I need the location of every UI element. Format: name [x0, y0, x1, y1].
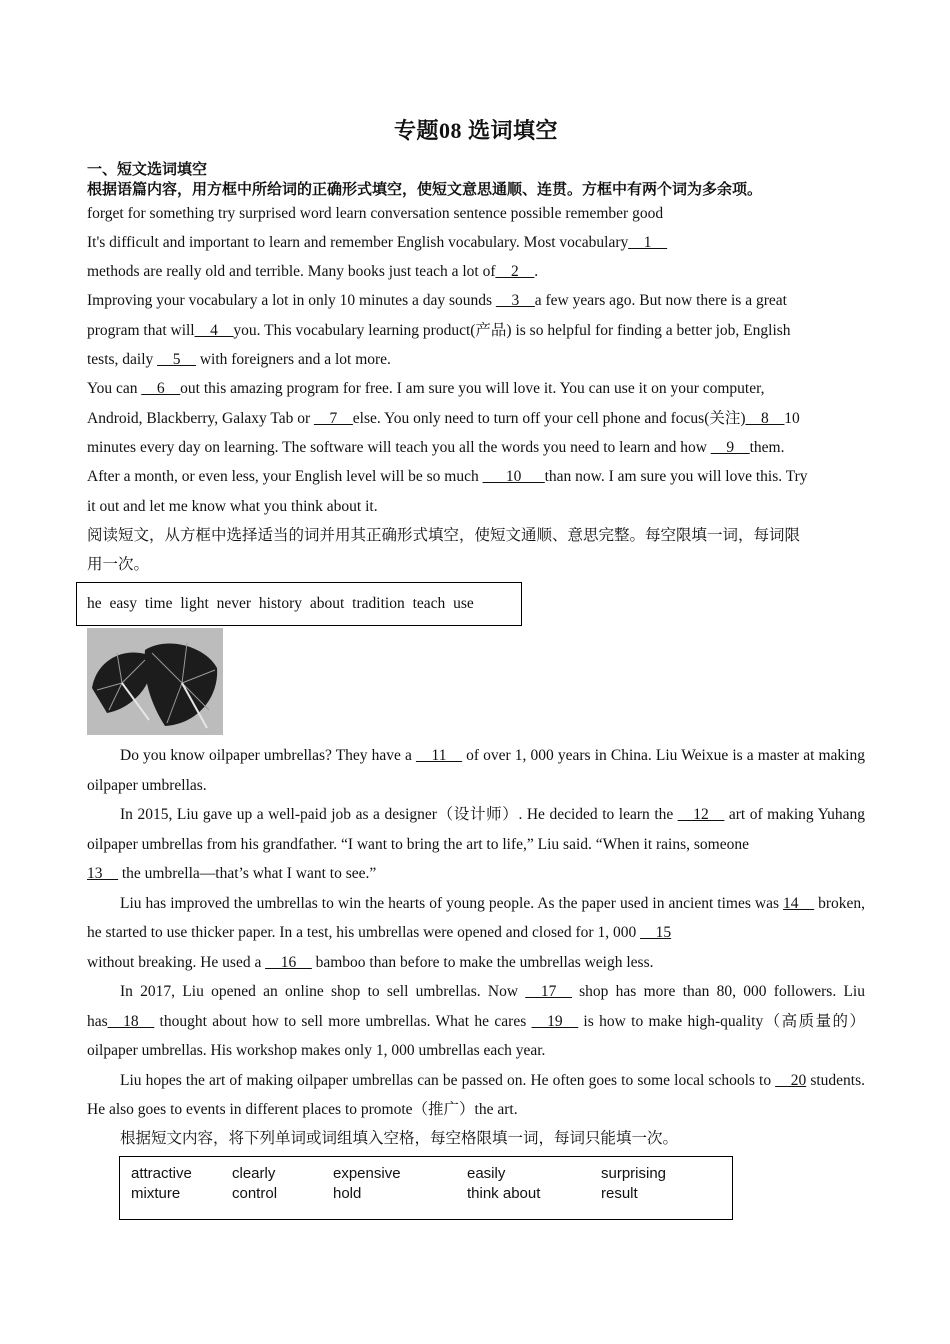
word-option: expensive [333, 1165, 401, 1182]
blank-14[interactable]: 14__ [783, 894, 815, 912]
blank-6[interactable]: __6__ [141, 380, 181, 397]
word-bank-box: he easy time light never history about tradition teach use [76, 582, 522, 626]
word-option: mixture [131, 1185, 181, 1202]
word-option: hold [333, 1185, 362, 1202]
passage1-line: program that will__4__you. This vocabulary learning product(产品) is so helpful for finding a better job, English [87, 322, 791, 339]
word-option: control [232, 1185, 278, 1202]
blank-11[interactable]: __11__ [416, 747, 462, 764]
passage1-line: methods are really old and terrible. Many books just teach a lot of__2__. [87, 263, 539, 280]
blank-5[interactable]: __5__ [157, 351, 196, 368]
umbrella-icon [87, 628, 223, 735]
blank-15[interactable]: __15 [640, 924, 672, 941]
word-option: think about [467, 1185, 541, 1202]
passage1-line: minutes every day on learning. The software will teach you all the words you need to learn and how __9__them. [87, 439, 785, 456]
passage1-line: After a month, or even less, your English level will be so much ___10___than now. I am sure you will love this. Try [87, 468, 808, 485]
blank-18[interactable]: __18__ [107, 1012, 155, 1030]
passage2-paragraph: In 2015, Liu gave up a well-paid job as a designer（设计师）. He decided to learn the __12__ art of making Yuhang oilpaper umbrellas from his grandfather. “I want to bring the art to life,” Liu said. “When it rains, someone 13__ the umbrella—that’s what I want to see.” [87, 806, 865, 882]
word-option: result [601, 1185, 638, 1202]
passage2-paragraph: Liu hopes the art of making oilpaper umbrellas can be passed on. He often goes to some local schools to __20 students. He also goes to events in different places to promote（推广）the art. [87, 1071, 865, 1118]
passage1-line: it out and let me know what you think about it. [87, 498, 378, 515]
blank-13[interactable]: 13__ [87, 865, 118, 882]
blank-1[interactable]: __1__ [628, 234, 668, 251]
word-bank-box-2 [119, 1156, 733, 1220]
section-instruction: 根据语篇内容，用方框中所给词的正确形式填空，使短文意思通顺、连贯。方框中有两个词为多余项。 [87, 182, 763, 198]
passage2-paragraph: Liu has improved the umbrellas to win the hearts of young people. As the paper used in ancient times was 14__ broken, he started to use thicker paper. In a test, his umbrellas were opened and closed for 1, 000 __15 without breaking. He used a __16__ bamboo than before to make the umbrellas weigh less. [87, 894, 865, 971]
word-option: easily [467, 1165, 506, 1182]
blank-19[interactable]: __19__ [531, 1012, 579, 1030]
word-option: clearly [232, 1165, 276, 1182]
blank-7[interactable]: __7__ [314, 410, 353, 427]
oilpaper-umbrellas-photo [87, 628, 223, 735]
passage2-paragraph: In 2017, Liu opened an online shop to sell umbrellas. Now __17__ shop has more than 80, 000 followers. Liu has__18__ thought about how to sell more umbrellas. What he cares __19__ is how to make high-quality（高质量的）oilpaper umbrellas. His workshop makes only 1, 000 umbrellas each year. [87, 983, 866, 1059]
blank-3[interactable]: __3__ [495, 292, 535, 309]
passage2-paragraph: Do you know oilpaper umbrellas? They have a __11__ of over 1, 000 years in China. Liu Weixue is a master at making oilpaper umbrellas. [87, 747, 865, 794]
section3-instruction: 根据短文内容，将下列单词或词组填入空格，每空格限填一词，每词只能填一次。 [120, 1130, 679, 1147]
passage1-line: It's difficult and important to learn and remember English vocabulary. Most vocabulary__1__ [87, 234, 668, 251]
blank-12[interactable]: __12__ [677, 806, 725, 823]
page-title: 专题08 选词填空 [393, 118, 558, 143]
blank-17[interactable]: __17__ [525, 983, 572, 1000]
passage1-line: Improving your vocabulary a lot in only 10 minutes a day sounds __3__a few years ago. But now there is a great [87, 292, 787, 309]
blank-4[interactable]: __4__ [194, 322, 234, 339]
section2-instruction-cont: 用一次。 [87, 556, 150, 573]
blank-20[interactable]: __20 [775, 1071, 807, 1089]
passage2 [87, 741, 865, 1125]
word-option: attractive [131, 1165, 192, 1182]
section-heading: 一、短文选词填空 [87, 162, 208, 178]
section2-instruction: 阅读短文，从方框中选择适当的词并用其正确形式填空，使短文通顺、意思完整。每空限填一词，每词限 [87, 527, 801, 544]
blank-10[interactable]: ___10___ [482, 468, 545, 485]
blank-8[interactable]: __8__ [745, 410, 785, 427]
blank-16[interactable]: __16__ [265, 953, 312, 971]
passage1-line: Android, Blackberry, Galaxy Tab or __7__else. You only need to turn off your cell phone and focus(关注)__8__10 [87, 410, 800, 427]
word-bank-1: forget for something try surprised word learn conversation sentence possible remember good [87, 205, 664, 222]
word-option: surprising [601, 1165, 667, 1182]
blank-9[interactable]: __9__ [710, 439, 750, 456]
passage1-line: tests, daily __5__ with foreigners and a lot more. [87, 351, 391, 368]
blank-2[interactable]: __2__ [495, 263, 535, 280]
passage1-line: You can __6__out this amazing program for free. I am sure you will love it. You can use it on your computer, [87, 380, 765, 397]
